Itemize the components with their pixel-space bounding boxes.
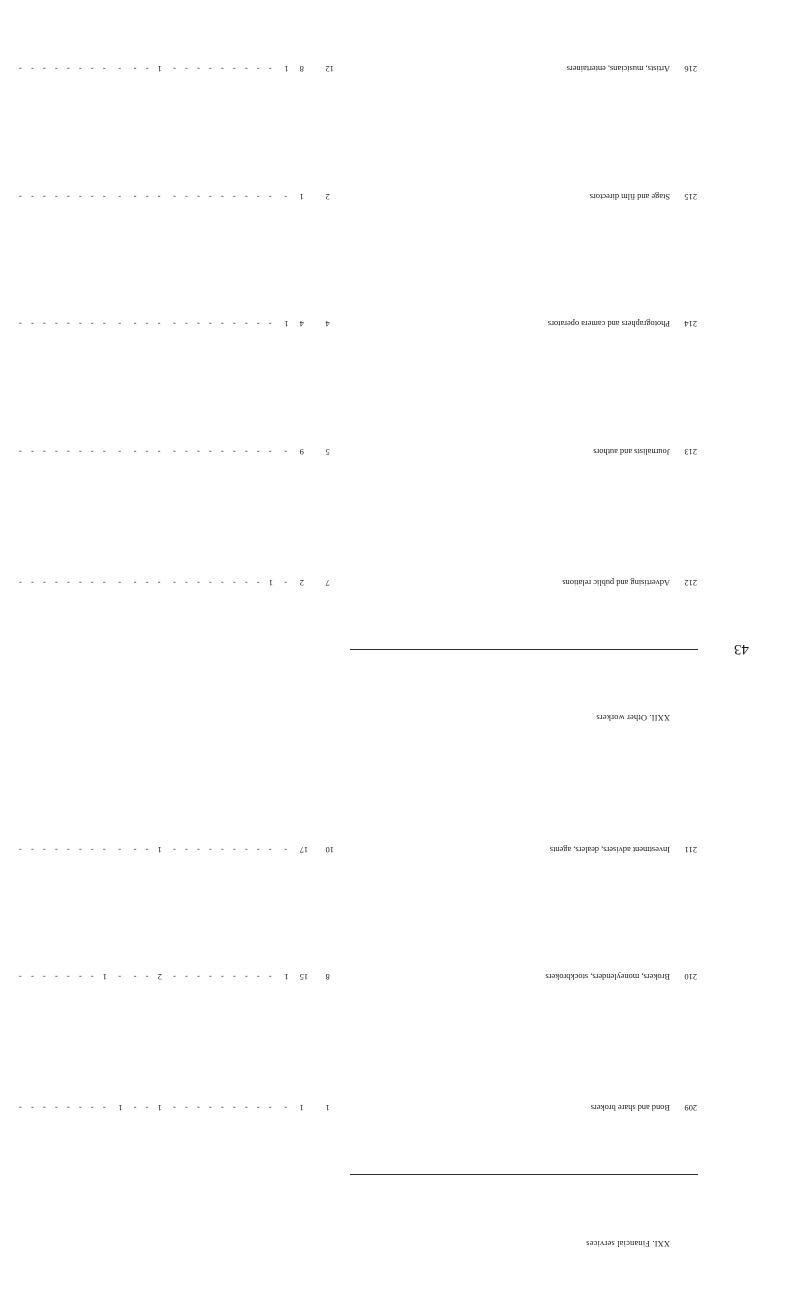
cell-value: - — [197, 972, 200, 982]
cell-value: - — [220, 446, 224, 456]
row-code — [674, 1175, 698, 1310]
cell-value: - — [145, 446, 149, 456]
cell-value: - — [42, 64, 46, 74]
cell-value: - — [244, 1103, 248, 1113]
cell-value: - — [268, 844, 272, 854]
cell-value: - — [78, 972, 82, 982]
cell-value: - — [31, 446, 34, 456]
cell-value: - — [78, 191, 82, 201]
cell-value: - — [66, 64, 70, 74]
cell-value: - — [102, 64, 106, 74]
cell-value: 1 — [299, 1103, 304, 1113]
cell-value: - — [244, 446, 248, 456]
cell-value: - — [42, 972, 46, 982]
cell-value: - — [232, 578, 236, 588]
cell-value: - — [208, 319, 212, 329]
cell-value: - — [133, 191, 137, 201]
statistical-table — [18, 4, 698, 1310]
cell-value: - — [173, 1103, 176, 1113]
cell-value: - — [185, 191, 188, 201]
cell-value: - — [145, 1103, 149, 1113]
cell-value: - — [244, 319, 248, 329]
cell-value: 1 — [157, 1103, 162, 1113]
cell-value: - — [133, 578, 137, 588]
cell-value: - — [220, 844, 224, 854]
cell-value: 4 — [325, 319, 330, 329]
cell-value: - — [90, 1103, 94, 1113]
row-label: Photographers and camera operators — [547, 319, 670, 329]
cell-value: 8 — [325, 972, 330, 982]
cell-value: - — [54, 578, 58, 588]
cell-value: 5 — [325, 446, 330, 456]
row-code: 209 — [684, 1103, 697, 1113]
cell-value: 1 — [118, 1103, 123, 1113]
cell-value: - — [185, 972, 188, 982]
cell-value: 4 — [299, 319, 304, 329]
cell-value: - — [133, 844, 137, 854]
cell-value: - — [268, 319, 272, 329]
cell-value: - — [42, 191, 46, 201]
cell-value: - — [284, 1103, 288, 1113]
cell-value: - — [256, 844, 260, 854]
cell-value: - — [208, 972, 212, 982]
cell-value: - — [256, 972, 260, 982]
cell-value: - — [118, 319, 122, 329]
cell-value: - — [232, 191, 236, 201]
cell-value: - — [118, 844, 122, 854]
cell-value: 1 — [102, 972, 108, 982]
cell-value: - — [78, 446, 82, 456]
cell-value: - — [133, 319, 137, 329]
cell-value: 1 — [268, 578, 274, 588]
cell-value: - — [145, 191, 149, 201]
cell-value: - — [54, 446, 58, 456]
table-row — [18, 132, 698, 260]
cell-value: - — [145, 972, 149, 982]
table-row — [18, 387, 698, 515]
cell-value: - — [268, 972, 272, 982]
cell-value: - — [145, 844, 149, 854]
cell-value: - — [173, 578, 176, 588]
table-row — [18, 259, 698, 387]
cell-value: - — [42, 1103, 46, 1113]
cell-value: - — [173, 972, 176, 982]
cell-value: - — [133, 64, 137, 74]
cell-value: - — [197, 64, 200, 74]
cell-value: - — [173, 446, 176, 456]
cell-value: - — [133, 1103, 137, 1113]
cell-value: - — [19, 191, 22, 201]
cell-value: - — [157, 446, 161, 456]
cell-value: - — [173, 64, 176, 74]
cell-value: - — [31, 191, 34, 201]
cell-value: 1 — [284, 319, 289, 329]
cell-value: - — [19, 446, 22, 456]
cell-value: - — [208, 64, 212, 74]
table-row — [18, 4, 698, 132]
cell-value: - — [118, 446, 122, 456]
cell-value: - — [102, 844, 106, 854]
cell-value: - — [66, 191, 70, 201]
cell-value: - — [232, 1103, 236, 1113]
cell-value: - — [31, 1103, 34, 1113]
cell-value: - — [220, 64, 224, 74]
cell-value: - — [90, 578, 94, 588]
cell-value: - — [244, 972, 248, 982]
row-label: Bond and share brokers — [590, 1103, 670, 1113]
cell-value: - — [197, 446, 200, 456]
row-label: XXII. Other workers — [350, 649, 674, 784]
cell-value: - — [54, 319, 58, 329]
cell-value: 2 — [157, 972, 162, 982]
cell-value: - — [208, 578, 212, 588]
cell-value: - — [90, 319, 94, 329]
cell-value: - — [118, 191, 122, 201]
cell-value: - — [31, 972, 34, 982]
cell-value: - — [256, 191, 260, 201]
cell-value: - — [197, 191, 200, 201]
cell-value: - — [78, 1103, 82, 1113]
cell-value: - — [197, 844, 200, 854]
cell-value: - — [173, 191, 176, 201]
cell-value: - — [19, 64, 22, 74]
cell-value: 15 — [299, 972, 309, 982]
cell-value: - — [19, 972, 22, 982]
cell-value: - — [31, 64, 34, 74]
cell-value: - — [268, 446, 272, 456]
cell-value: - — [102, 319, 106, 329]
section-row — [18, 1175, 698, 1310]
row-label: Investment advisers, dealers, agents — [549, 844, 670, 854]
section-row — [18, 649, 698, 784]
cell-value: - — [19, 1103, 22, 1113]
cell-value: - — [78, 319, 82, 329]
cell-value: - — [256, 1103, 260, 1113]
cell-value: - — [31, 844, 34, 854]
row-code: 211 — [684, 844, 697, 854]
cell-value: - — [66, 844, 70, 854]
cell-value: - — [268, 191, 272, 201]
cell-value: - — [90, 844, 94, 854]
cell-value: - — [90, 972, 94, 982]
cell-value: - — [232, 446, 236, 456]
row-code: 215 — [684, 191, 697, 201]
row-code: 212 — [684, 577, 697, 587]
cell-value: - — [145, 64, 149, 74]
cell-value: - — [31, 578, 34, 588]
cell-value: - — [220, 972, 224, 982]
page-number: 43 — [734, 641, 749, 657]
cell-value: - — [42, 578, 46, 588]
cell-value: - — [244, 191, 248, 201]
cell-value: - — [244, 844, 248, 854]
cell-value: 8 — [299, 64, 304, 74]
cell-value: - — [133, 446, 137, 456]
cell-value: 2 — [299, 578, 304, 588]
row-label: Stage and film directors — [589, 191, 670, 201]
cell-value: - — [19, 844, 22, 854]
cell-value: 1 — [157, 64, 162, 74]
cell-value: - — [19, 319, 22, 329]
cell-value: - — [133, 972, 137, 982]
cell-value: - — [185, 319, 188, 329]
cell-value: - — [268, 64, 272, 74]
cell-value: - — [54, 844, 58, 854]
cell-value: - — [118, 64, 122, 74]
cell-value: - — [284, 191, 288, 201]
cell-value: - — [54, 191, 58, 201]
cell-value: - — [102, 1103, 106, 1113]
cell-value: - — [19, 578, 22, 588]
row-code: 216 — [684, 64, 697, 74]
cell-value: - — [173, 319, 176, 329]
row-label: Artists, musicians, entertainers — [566, 64, 670, 74]
cell-value: - — [244, 64, 248, 74]
cell-value: - — [118, 578, 122, 588]
cell-value: - — [256, 319, 260, 329]
cell-value: - — [256, 446, 260, 456]
table-row — [18, 785, 698, 913]
cell-value: - — [157, 578, 161, 588]
cell-value: - — [185, 1103, 188, 1113]
cell-value: - — [208, 191, 212, 201]
row-label: XXI. Financial services — [350, 1175, 674, 1310]
row-label: Advertising and public relations — [562, 577, 670, 587]
cell-value: - — [208, 844, 212, 854]
cell-value: - — [90, 446, 94, 456]
occupation-table — [18, 4, 698, 1310]
cell-value: - — [232, 844, 236, 854]
cell-value: - — [284, 844, 288, 854]
cell-value: 1 — [325, 1103, 330, 1113]
cell-value: - — [197, 578, 200, 588]
cell-value: - — [256, 578, 260, 588]
row-code: 210 — [684, 972, 697, 982]
cell-value: - — [232, 972, 236, 982]
cell-value: - — [232, 64, 236, 74]
cell-value: - — [208, 1103, 212, 1113]
cell-value: - — [102, 578, 106, 588]
cell-value: - — [102, 191, 106, 201]
cell-value: - — [145, 578, 149, 588]
cell-value: 12 — [325, 64, 334, 74]
row-code — [674, 649, 698, 784]
cell-value: - — [118, 972, 122, 982]
cell-value: - — [208, 446, 212, 456]
cell-value: - — [220, 1103, 224, 1113]
cell-value: - — [284, 446, 288, 456]
row-label: Brokers, moneylenders, stockbrokers — [545, 972, 670, 982]
cell-value: - — [54, 64, 58, 74]
table-row — [18, 912, 698, 1040]
cell-value: - — [42, 319, 46, 329]
cell-value: - — [66, 1103, 70, 1113]
cell-value: - — [197, 319, 200, 329]
cell-value: - — [66, 972, 70, 982]
cell-value: - — [268, 1103, 272, 1113]
cell-value: - — [220, 191, 224, 201]
cell-value: - — [42, 446, 46, 456]
cell-value: - — [220, 319, 224, 329]
cell-value: - — [284, 578, 288, 588]
row-code: 214 — [684, 319, 697, 329]
cell-value: - — [78, 578, 82, 588]
cell-value: - — [185, 64, 188, 74]
cell-value: - — [90, 191, 94, 201]
cell-value: 1 — [157, 844, 162, 854]
cell-value: - — [145, 319, 149, 329]
cell-value: - — [244, 578, 248, 588]
cell-value: - — [78, 844, 82, 854]
cell-value: 2 — [325, 191, 330, 201]
row-code: 213 — [684, 446, 697, 456]
cell-value: 17 — [299, 844, 309, 854]
cell-value: - — [157, 191, 161, 201]
cell-value: - — [54, 1103, 58, 1113]
cell-value: - — [66, 446, 70, 456]
cell-value: 10 — [325, 844, 334, 854]
table-row — [18, 514, 698, 649]
cell-value: - — [256, 64, 260, 74]
cell-value: - — [78, 64, 82, 74]
row-label: Journalists and authors — [593, 446, 670, 456]
cell-value: - — [220, 578, 224, 588]
cell-value: - — [90, 64, 94, 74]
cell-value: 1 — [284, 972, 289, 982]
cell-value: - — [173, 844, 176, 854]
cell-value: - — [157, 319, 161, 329]
cell-value: 1 — [299, 191, 304, 201]
cell-value: - — [31, 319, 34, 329]
cell-value: - — [185, 578, 188, 588]
cell-value: - — [66, 578, 70, 588]
cell-value: - — [232, 319, 236, 329]
cell-value: - — [185, 446, 188, 456]
table-row — [18, 1040, 698, 1175]
cell-value: - — [185, 844, 188, 854]
cell-value: - — [66, 319, 70, 329]
cell-value: - — [54, 972, 58, 982]
cell-value: 1 — [284, 64, 289, 74]
cell-value: 7 — [325, 578, 330, 588]
cell-value: - — [197, 1103, 200, 1113]
cell-value: - — [42, 844, 46, 854]
cell-value: - — [102, 446, 106, 456]
cell-value: 9 — [299, 446, 304, 456]
